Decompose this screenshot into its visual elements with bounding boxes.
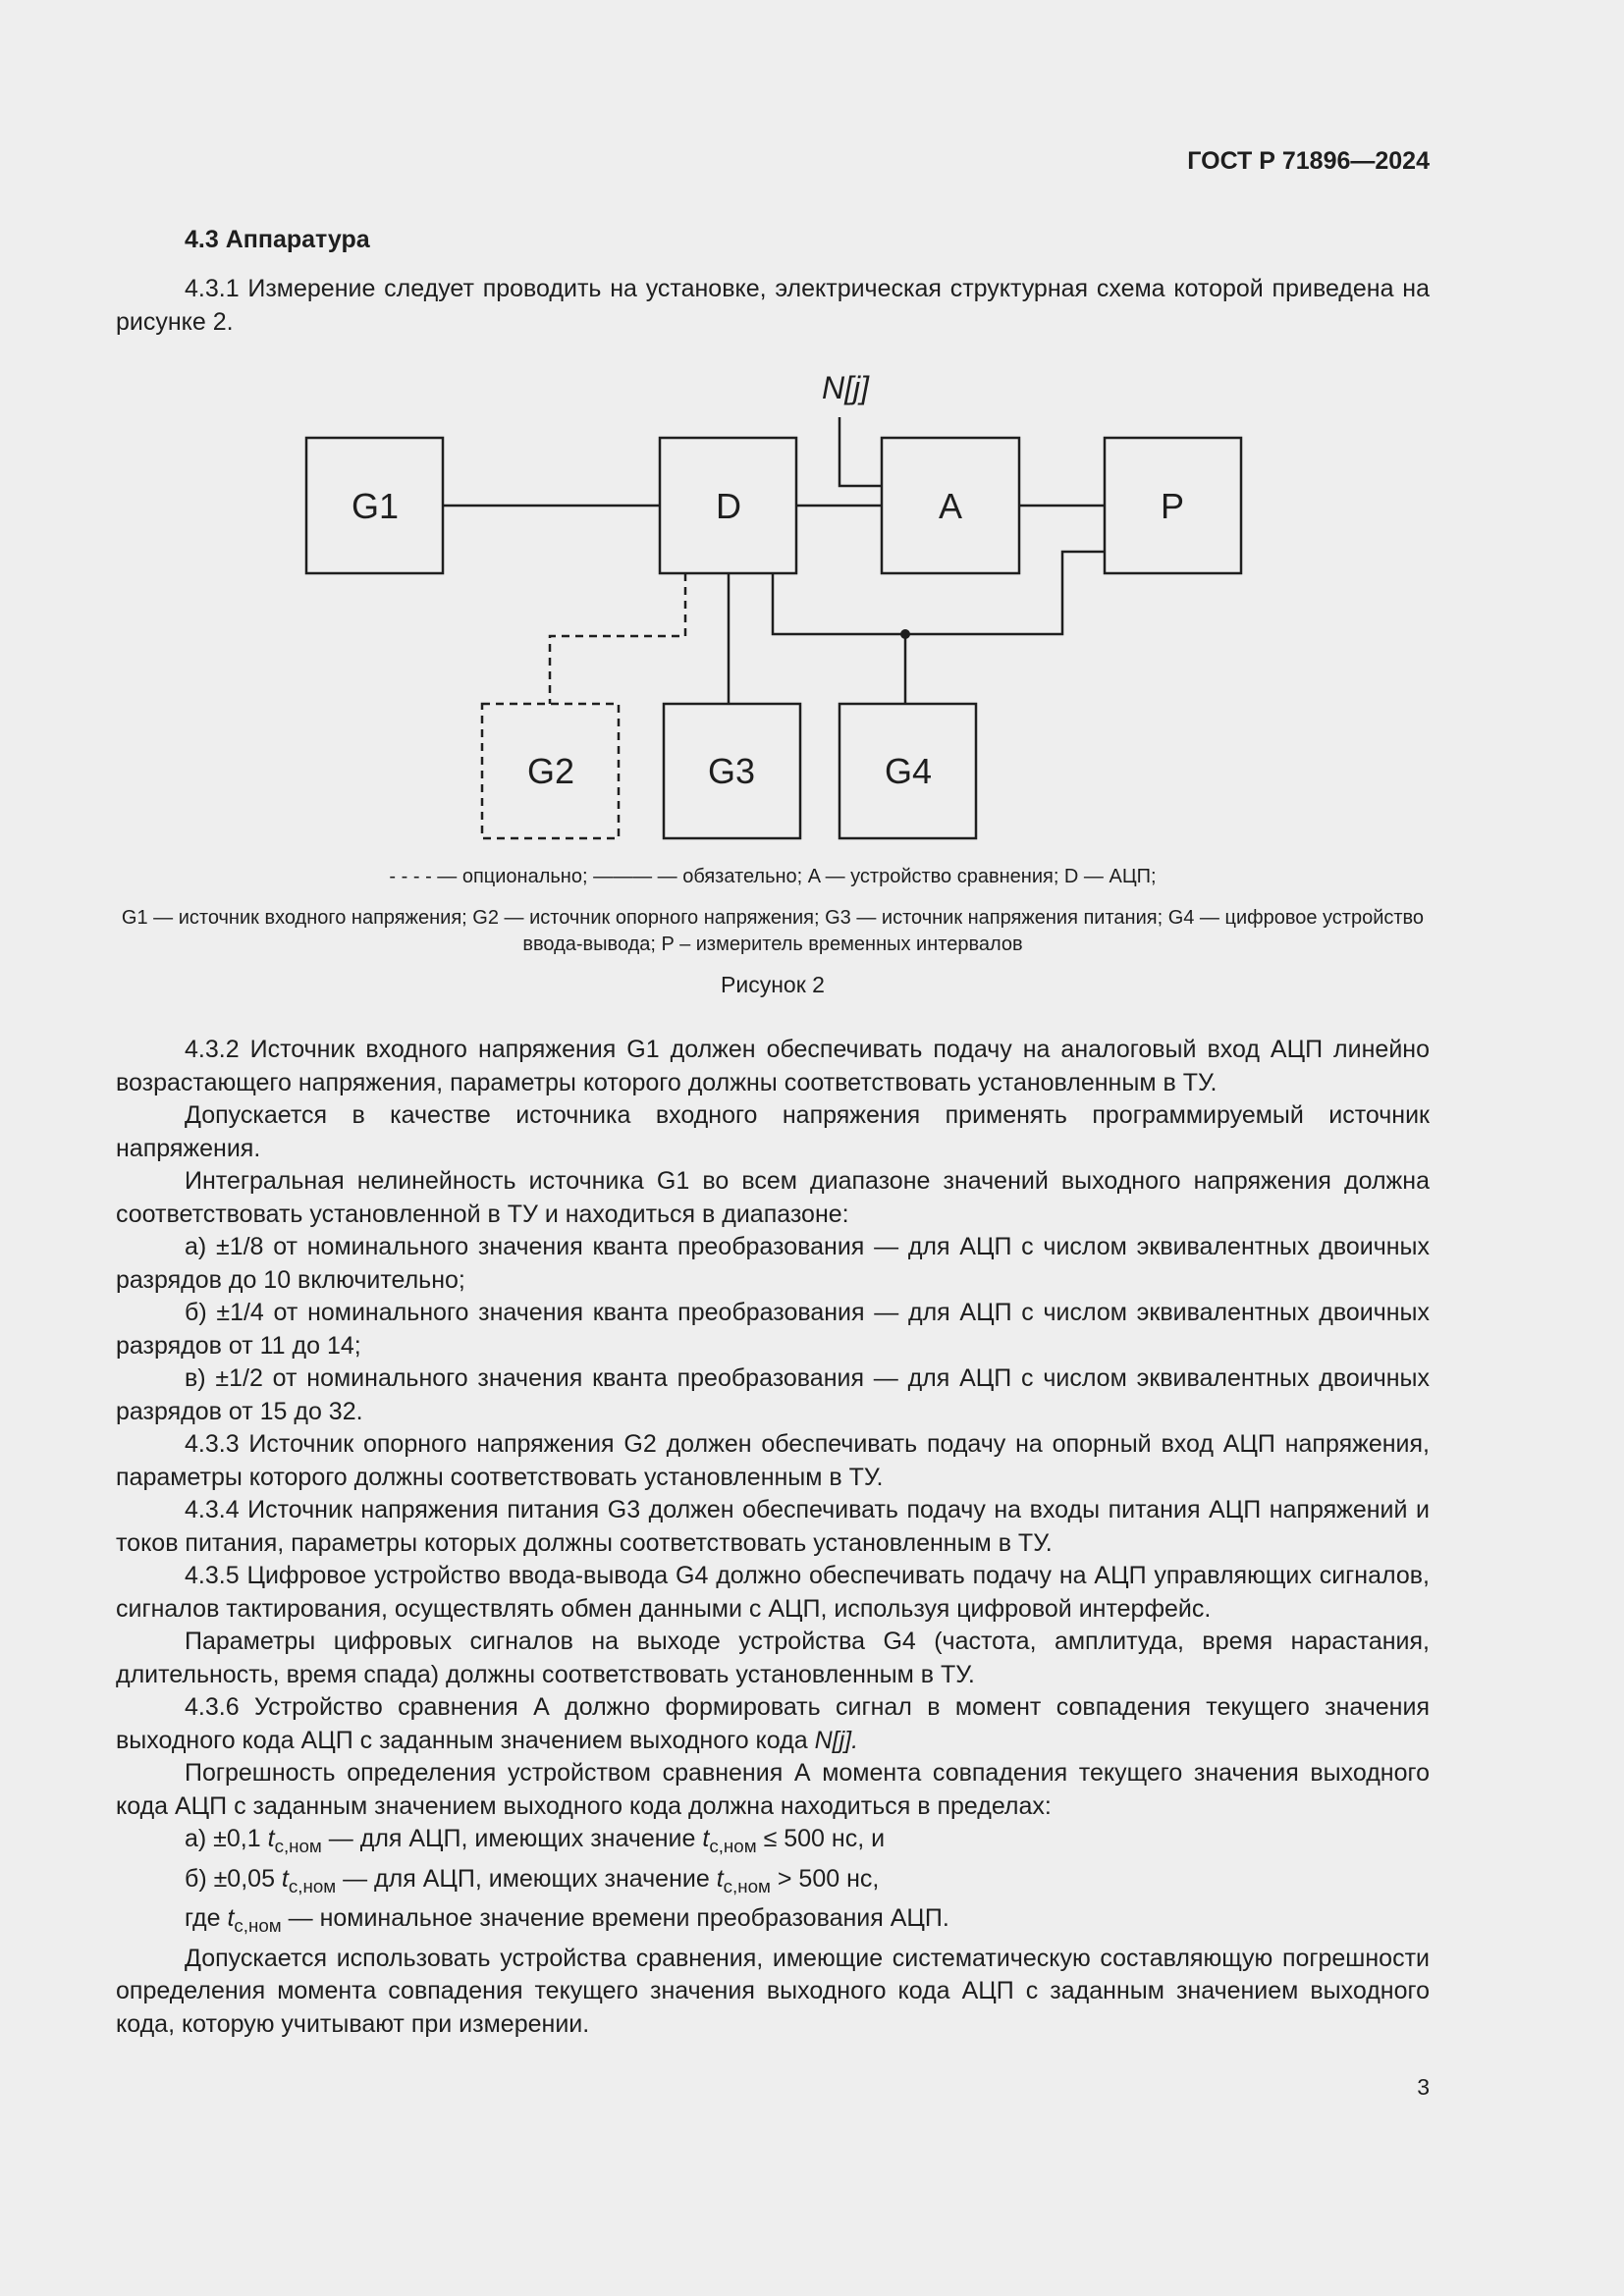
wire-d-g4-p [773, 552, 1105, 634]
where-word: где [185, 1904, 221, 1932]
paragraph-g4-parameters: Параметры цифровых сигналов на выходе устройства G4 (частота, амплитуда, время нарастания, длительность, время спада) должны соответствовать установленным в ТУ. [116, 1628, 1430, 1688]
block-a-label: A [938, 486, 963, 526]
block-g2-label: G2 [526, 751, 575, 791]
list-item-v: в) ±1/2 от номинального значения кванта преобразования — для АЦП с числом эквивалентных двоичных разрядов от 15 до 32. [116, 1364, 1430, 1425]
paragraph-4-3-3: 4.3.3 Источник опорного напряжения G2 должен обеспечивать подачу на опорный вход АЦП напряжения, параметры которого должны соответствовать установленным в ТУ. [116, 1430, 1430, 1491]
tolerance-item-b [116, 1863, 1430, 1903]
tolerance-a-condition: ≤ 500 нс, и [763, 1825, 886, 1852]
paragraph-4-3-6 [116, 1691, 1430, 1757]
t-subscript: с,ном [234, 1915, 282, 1936]
legend-line-1: - - - - — опционально; ——— — обязательно; A — устройство сравнения; D — АЦП; [389, 866, 1157, 887]
legend-line-2: G1 — источник входного напряжения; G2 — источник опорного напряжения; G3 — источник напряжения питания; G4 — цифровое устройство ввода-вывода; P – измеритель временных интервалов [121, 907, 1425, 955]
t-symbol: t [227, 1904, 235, 1932]
list-item-a: а) ±1/8 от номинального значения кванта преобразования — для АЦП с числом эквивалентных двоичных разрядов до 10 включительно; [116, 1233, 1430, 1294]
standard-header: ГОСТ Р 71896—2024 [1187, 147, 1430, 175]
paragraph-integral-nonlinearity: Интегральная нелинейность источника G1 во всем диапазоне значений выходного напряжения должна соответствовать установленной в ТУ и находиться в диапазоне: [116, 1167, 1430, 1228]
paragraph-4-3-4: 4.3.4 Источник напряжения питания G3 должен обеспечивать подачу на входы питания АЦП напряжений и токов питания, параметры которых должны соответствовать установленным в ТУ. [116, 1496, 1430, 1557]
block-g1-label: G1 [351, 486, 400, 526]
paragraph-4-3-5: 4.3.5 Цифровое устройство ввода-вывода G4 должно обеспечивать подачу на АЦП управляющих сигналов, сигналов тактирования, осуществлять обмен данными с АЦП, используя цифровой интерфейс. [116, 1562, 1430, 1623]
figure-caption: Рисунок 2 [721, 972, 825, 997]
t-subscript: с,ном [288, 1875, 337, 1896]
t-subscript: с,ном [709, 1836, 757, 1856]
paragraph-allow-comparators: Допускается использовать устройства сравнения, имеющие систематическую составляющую погрешности определения момента совпадения текущего значения выходного кода АЦП с заданным значением выходного кода, которую учитывают при измерении. [116, 1944, 1430, 2038]
output-code-symbol: N[j]. [814, 1726, 859, 1754]
paragraph-allow-programmable: Допускается в качестве источника входного напряжения применять программируемый источник напряжения. [116, 1101, 1430, 1162]
page-number: 3 [1417, 2074, 1430, 2100]
tolerance-b-condition: > 500 нс, [777, 1864, 880, 1893]
list-item-b: б) ±1/4 от номинального значения кванта преобразования — для АЦП с числом эквивалентных двоичных разрядов от 11 до 14; [116, 1299, 1430, 1360]
wire-d-g2 [550, 573, 685, 704]
t-symbol: t [702, 1825, 710, 1852]
t-symbol: t [267, 1825, 275, 1852]
intro-block [116, 273, 1430, 339]
block-g3-label: G3 [707, 751, 756, 791]
block-g4-label: G4 [884, 751, 933, 791]
paragraph-4-3-6-text: 4.3.6 Устройство сравнения А должно формировать сигнал в момент совпадения текущего значения выходного кода АЦП с заданным значением выходного кода [116, 1693, 1430, 1754]
tolerance-b-text: — для АЦП, имеющих значение [343, 1864, 710, 1893]
t-symbol: t [716, 1864, 724, 1893]
input-code-label: N[j] [822, 370, 869, 405]
tolerance-a-value: а) ±0,1 [185, 1825, 261, 1852]
paragraph-error-limits: Погрешность определения устройством сравнения А момента совпадения текущего значения выходного кода АЦП с заданным значением выходного кода должна находиться в пределах: [116, 1759, 1430, 1820]
body-text [116, 1034, 1430, 2041]
paragraph-4-3-1: 4.3.1 Измерение следует проводить на установке, электрическая структурная схема которой приведена на рисунке 2. [116, 275, 1430, 336]
where-definition [116, 1902, 1430, 1943]
t-subscript: с,ном [723, 1875, 771, 1896]
tolerance-b-value: б) ±0,05 [185, 1864, 275, 1893]
t-subscript: с,ном [274, 1836, 322, 1856]
block-d-label: D [716, 486, 741, 526]
wire-nj-a [839, 417, 882, 486]
section-title: 4.3 Аппаратура [185, 226, 370, 253]
tolerance-item-a [116, 1823, 1430, 1863]
where-text: — номинальное значение времени преобразования АЦП. [288, 1904, 949, 1932]
tolerance-a-text: — для АЦП, имеющих значение [328, 1825, 696, 1852]
t-symbol: t [281, 1864, 289, 1893]
junction-node [900, 629, 910, 639]
paragraph-4-3-2: 4.3.2 Источник входного напряжения G1 должен обеспечивать подачу на аналоговый вход АЦП линейно возрастающего напряжения, параметры которого должны соответствовать установленным в ТУ. [116, 1036, 1430, 1096]
structural-diagram [295, 363, 1257, 854]
block-p-label: P [1160, 486, 1185, 526]
